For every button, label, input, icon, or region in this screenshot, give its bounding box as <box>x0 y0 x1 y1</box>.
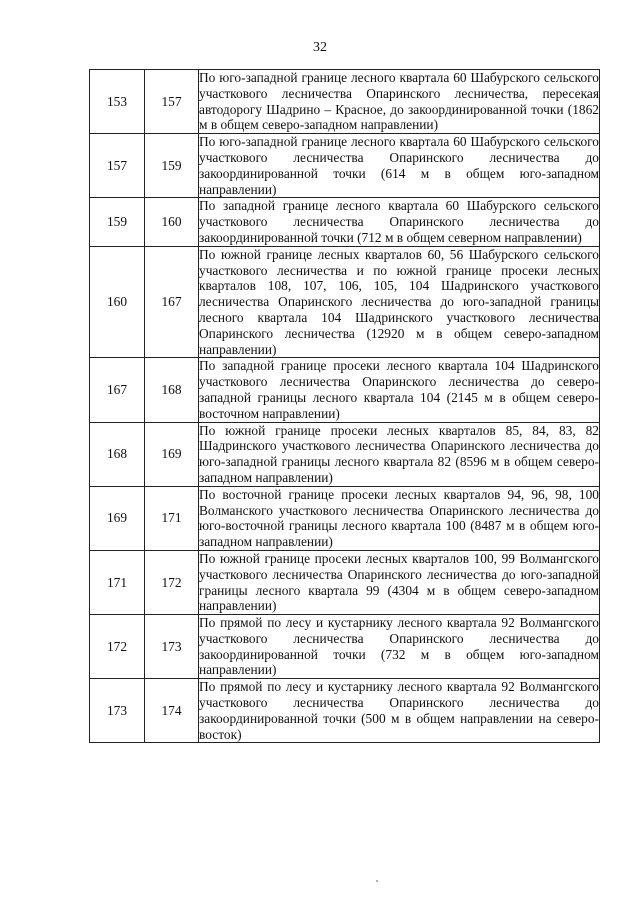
table-row <box>90 198 600 246</box>
point-to: 172 <box>145 550 199 614</box>
point-from: 172 <box>90 615 145 679</box>
table-row <box>90 358 600 422</box>
boundary-description: По южной границе лесных кварталов 60, 56 Шабурского сельского участкового лесничества и по южной границе просеки лесных кварталов 108, 107, 106, 105, 104 Шадринского участкового лесничества Опаринского лесничества до юго-западной границы лесного квартала 104 Шадринского участкового лесничества Опаринского лесничества (12920 м в общем северо-западном направлении) <box>199 246 599 357</box>
point-to: 160 <box>145 198 199 246</box>
point-from: 173 <box>90 679 145 743</box>
page-number: 32 <box>313 40 327 55</box>
point-from: 159 <box>90 198 145 246</box>
boundary-description: По юго-западной границе лесного квартала 60 Шабурского сельского участкового лесничества Опаринского лесничества, пересекая автодорогу Шадрино – Красное, до закоординированной точки (1862 м в общем северо-западном направлении) <box>199 70 599 133</box>
table-row <box>90 486 600 550</box>
boundary-description: По южной границе просеки лесных кварталов 85, 84, 83, 82 Шадринского участкового лесничества Опаринского лесничества до юго-западной границы лесного квартала 82 (8596 м в общем северо-западном направлении) <box>199 422 599 485</box>
point-to: 173 <box>145 615 199 679</box>
point-from: 168 <box>90 422 145 486</box>
scan-speck <box>376 880 378 882</box>
point-to: 167 <box>145 246 199 358</box>
boundary-description: По восточной границе просеки лесных кварталов 94, 96, 98, 100 Волманского участкового лесничества Опаринского лесничества до юго-восточной границы лесного квартала 100 (8487 м в общем юго-западном направлении) <box>199 486 599 550</box>
point-to: 174 <box>145 679 199 743</box>
table-row <box>90 422 600 486</box>
boundary-description: По прямой по лесу и кустарнику лесного квартала 92 Волмангского участкового лесничества Опаринского лесничества до закоординированной точки (500 м в общем направлении на северо-восток) <box>199 679 599 742</box>
point-to: 169 <box>145 422 199 486</box>
point-to: 168 <box>145 358 199 422</box>
point-from: 167 <box>90 358 145 422</box>
point-from: 160 <box>90 246 145 358</box>
point-from: 153 <box>90 70 145 134</box>
point-from: 157 <box>90 134 145 198</box>
table-row <box>90 550 600 614</box>
boundary-description: По западной границе просеки лесного квартала 104 Шадринского участкового лесничества Опаринского лесничества до северо-западной границы лесного квартала 104 (2145 м в общем северо-восточном направлении) <box>199 358 599 421</box>
boundary-description: По южной границе просеки лесных кварталов 100, 99 Волмангского участкового лесничества Опаринского лесничества до юго-западной границы лесного квартала 99 (4304 м в общем северо-западном направлении) <box>199 550 599 614</box>
point-from: 169 <box>90 486 145 550</box>
table-row <box>90 134 600 198</box>
point-to: 171 <box>145 486 199 550</box>
table-row <box>90 615 600 679</box>
point-to: 159 <box>145 134 199 198</box>
boundary-description: По юго-западной границе лесного квартала 60 Шабурского сельского участкового лесничества Опаринского лесничества до закоординированной точки (614 м в общем юго-западном направлении) <box>199 134 599 197</box>
point-from: 171 <box>90 550 145 614</box>
boundary-description: По западной границе лесного квартала 60 Шабурского сельского участкового лесничества Опаринского лесничества до закоординированной точки (712 м в общем северном направлении) <box>199 198 599 245</box>
table-row <box>90 70 600 134</box>
table-row <box>90 679 600 743</box>
boundary-table <box>89 69 600 743</box>
table-row <box>90 246 600 358</box>
boundary-description: По прямой по лесу и кустарнику лесного квартала 92 Волмангского участкового лесничества Опаринского лесничества до закоординированной точки (732 м в общем юго-западном направлении) <box>199 615 599 678</box>
point-to: 157 <box>145 70 199 134</box>
